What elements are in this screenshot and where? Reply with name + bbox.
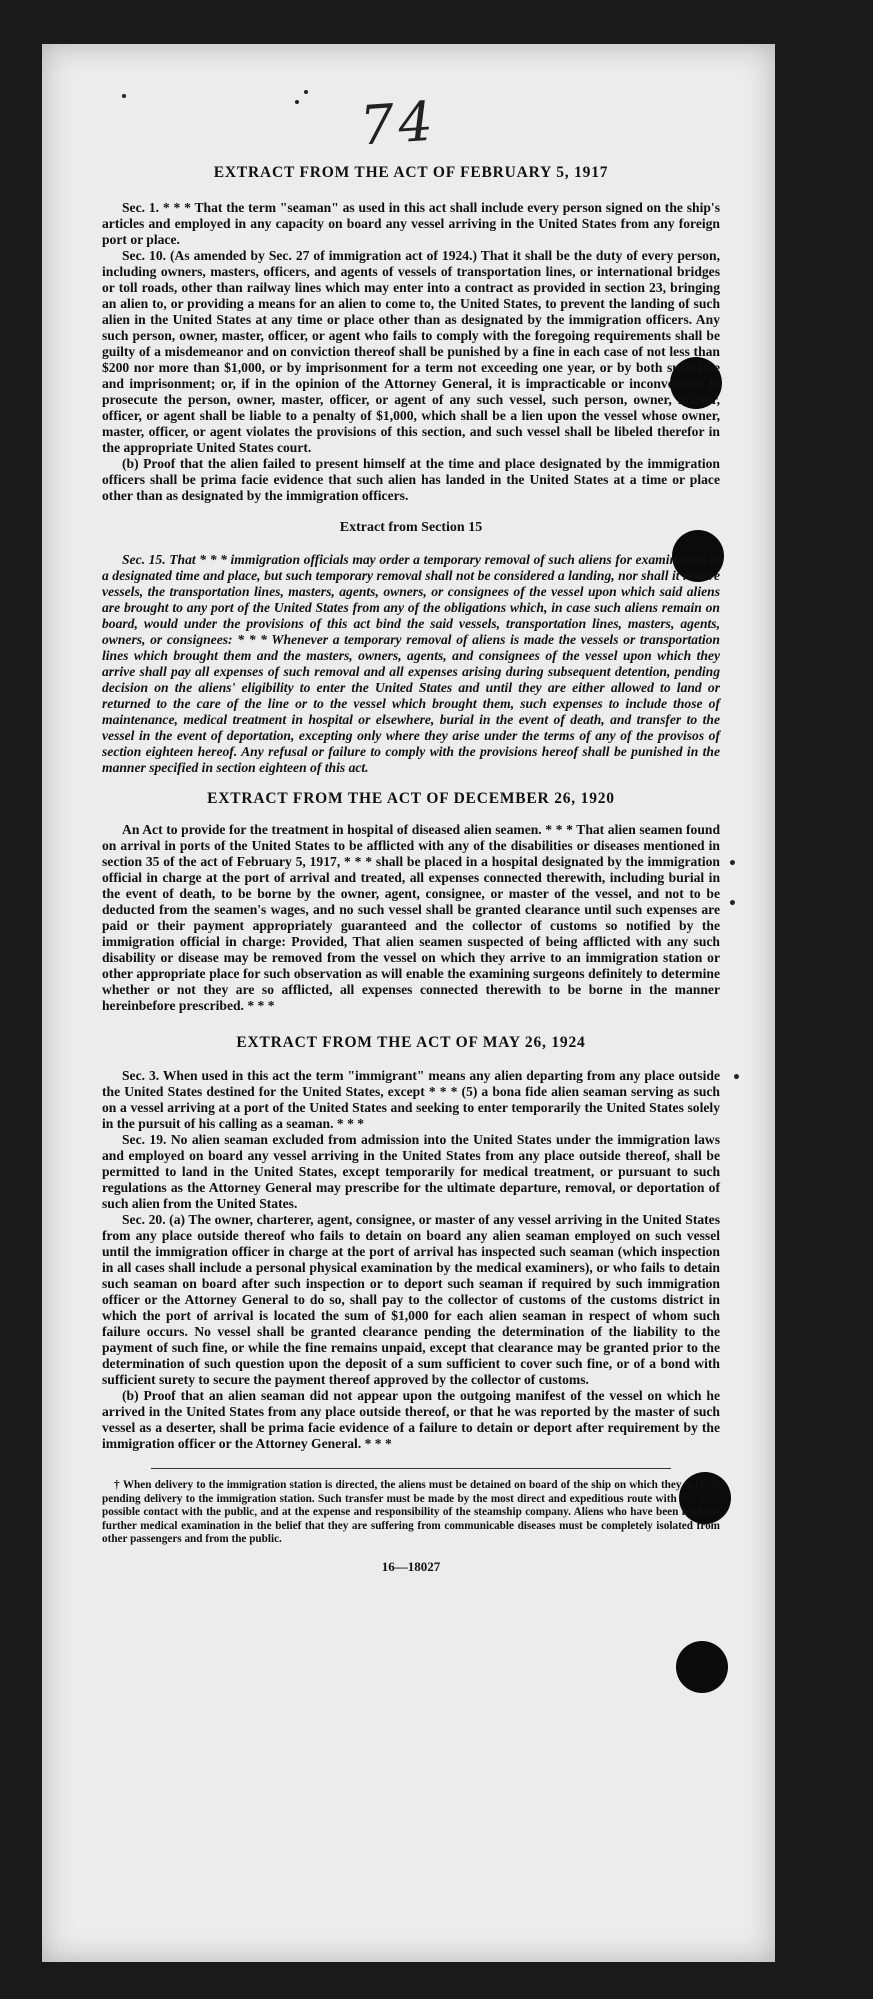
paragraph: Sec. 19. No alien seaman excluded from admission into the United States under the immigration laws and employed on board any vessel arriving in the United States from any place outside thereof, shall be permitted to land in the United States, except temporarily for medical treatment, or pursuant to such regulations as the Attorney General may prescribe for the ultimate departure, removal, or deportation of such alien from the United States.: [102, 1132, 720, 1211]
paragraph: Sec. 20. (a) The owner, charterer, agent, consignee, or master of any vessel arriving in the United States from any place outside thereof who fails to detain on board any alien seaman employed on such vessel until the immigration officer in charge at the port of arrival has inspected such seaman (which inspection in all cases shall include a personal physical examination by the medical examiners), or who fails to detain such seaman on board after such inspection or to deport such seaman if required by such immigration officer or the Attorney General to do so, shall pay to the collector of customs of the customs district in which the port of arrival is located the sum of $1,000 for each alien seaman in respect of whom such failure occurs. No vessel shall be granted clearance pending the determination of the liability to the payment of such fine, or while the fine remains unpaid, except that clearance may be granted prior to the determination of such question upon the deposit of a sum sufficient to cover such fine, or of a bond with sufficient surety to secure the payment thereof approved by the collector of customs.: [102, 1212, 720, 1387]
subheading: Extract from Section 15: [339, 520, 483, 535]
handwritten-document-number: 74: [357, 89, 439, 158]
paragraph: Sec. 10. (As amended by Sec. 27 of immigration act of 1924.) That it shall be the duty of every person, including owners, masters, officers, and agents of vessels of transportation lines, or international bridges or toll roads, other than railway lines which may enter into a contract as provided in section 23, bringing an alien to, or providing a means for an alien to come to, the United States, to prevent the landing of such alien in the United States at any time or place other than as designated by the immigration officers. Any such person, owner, master, officer, or agent who fails to comply with the foregoing requirements shall be guilty of a misdemeanor and on conviction thereof shall be punished by a fine in each case of not less than $200 nor more than $1,000, or by imprisonment for a term not exceeding one year, or by both such fine and imprisonment; or, if in the opinion of the Attorney General, it is impracticable or inconvenient to prosecute the person, owner, master, officer, or agent of any such vessel, such person, owner, master, officer, or agent shall be liable to a penalty of $1,000, which shall be a lien upon the vessel whose owner, master, officer, or agent violates the provisions of this section, and such vessel shall be libeled therefor in the appropriate United States court.: [102, 248, 720, 455]
document-page: [42, 44, 775, 1962]
punch-hole: [676, 1641, 728, 1693]
speck: [304, 90, 308, 94]
paragraph: An Act to provide for the treatment in hospital of diseased alien seamen. * * * That alien seamen found on arrival in ports of the United States to be afflicted with any of the disabilities or diseases mentioned in section 35 of the act of February 5, 1917, * * * shall be placed in a hospital designated by the immigration official in charge at the port of arrival and treated, all expenses connected therewith, including burial in the event of death, to be borne by the owner, agent, consignee, or master of the vessel, and not to be deducted from the seamen's wages, and no such vessel shall be granted clearance until such expenses are paid or their payment appropriately guaranteed and the collector of customs so notified by the immigration official in charge: Provided, That alien seamen suspected of being afflicted with any such disability or disease may be removed from the vessel on which they arrive to an immigration station or other appropriate place for such observation as will enable the examining surgeons definitely to determine whether or not they are so afflicted, all expenses connected therewith to be borne in the manner hereinbefore prescribed. * * *: [102, 822, 720, 1013]
margin-mark: •: [728, 856, 737, 872]
document-body: [102, 164, 720, 1575]
section-heading: EXTRACT FROM THE ACT OF FEBRUARY 5, 1917: [213, 164, 609, 181]
paragraph: Sec. 1. * * * That the term "seaman" as used in this act shall include every person signed on the ship's articles and employed in any capacity on board any vessel arriving in the United States from any foreign port or place.: [102, 200, 720, 247]
margin-mark: •: [732, 1070, 741, 1086]
section-heading: EXTRACT FROM THE ACT OF DECEMBER 26, 1920: [207, 790, 615, 807]
margin-mark: •: [728, 896, 737, 912]
paragraph: (b) Proof that the alien failed to present himself at the time and place designated by the immigration officers shall be prima facie evidence that such alien has landed in the United States at a time or place other than as designated by the immigration officers.: [102, 456, 720, 503]
paragraph: (b) Proof that an alien seaman did not appear upon the outgoing manifest of the vessel on which he arrived in the United States from any place outside thereof, or that he was reported by the master of such vessel as a deserter, shall be prima facie evidence of a failure to detain or deport after requirement by the immigration officer or the Attorney General. * * *: [102, 1388, 720, 1451]
footnote-text: † When delivery to the immigration station is directed, the aliens must be detained on board of the ship on which they arrived pending delivery to the immigration station. Such transfer must be made by the most direct and expeditious route with the least possible contact with the public, and at the expense and responsibility of the steamship company. Aliens who have been held for further medical examination in the belief that they are suffering from communicable diseases must be completely isolated from other passengers and from the public.: [102, 1479, 720, 1546]
speck: [295, 100, 299, 104]
paragraph: Sec. 15. That * * * immigration officials may order a temporary removal of such aliens for examination at a designated time and place, but such temporary removal shall not be considered a landing, nor shall it relieve vessels, the transportation lines, masters, agents, owners, or consignees of the vessel upon which said aliens are brought to any port of the United States from any of the obligations which, in case such aliens remain on board, would under the provisions of this act bind the said vessels, transportation lines, masters, agents, owners, or consignees: * * * Whenever a temporary removal of aliens is made the vessels or transportation lines which brought them and the masters, owners, agents, and consignees of the vessel upon which they arrive shall pay all expenses of such removal and all expenses arising during subsequent detention, pending decision on the aliens' eligibility to enter the United States and until they are either allowed to land or returned to the care of the line or to the vessel which brought them, such expenses to include those of maintenance, medical treatment in hospital or elsewhere, burial in the event of death, and transfer to the vessel in the event of deportation, excepting only where they arise under the terms of any of the provisos of section eighteen hereof. Any refusal or failure to comply with the provisions hereof shall be punished in the manner specified in section eighteen of this act.: [102, 552, 720, 775]
footnote: [102, 1479, 720, 1547]
print-code: 16—18027: [381, 1558, 441, 1574]
speck: [122, 94, 126, 98]
paragraph: Sec. 3. When used in this act the term "immigrant" means any alien departing from any place outside the United States destined for the United States, except * * * (5) a bona fide alien seaman serving as such on a vessel arriving at a port of the United States and seeking to enter temporarily the United States solely in the pursuit of his calling as a seaman. * * *: [102, 1068, 720, 1131]
section-heading: EXTRACT FROM THE ACT OF MAY 26, 1924: [236, 1034, 586, 1051]
